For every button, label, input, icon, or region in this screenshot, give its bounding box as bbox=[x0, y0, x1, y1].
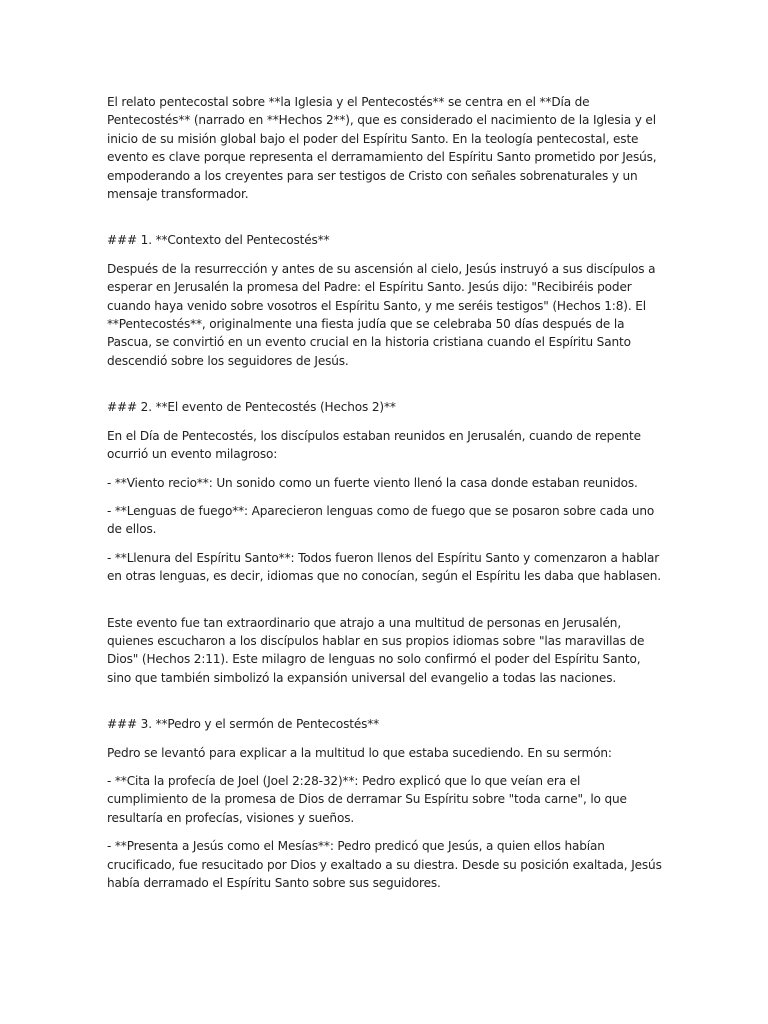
section-2-heading: ### 2. **El evento de Pentecostés (Hechos 2)** bbox=[107, 400, 396, 415]
document-page bbox=[107, 93, 663, 892]
intro-paragraph: El relato pentecostal sobre **la Iglesia y el Pentecostés** se centra en el **Día de Pentecostés** (narrado en **Hechos 2**), que es considerado el nacimiento de la Iglesia y el inicio de su misión global bajo el poder del Espíritu Santo. En la teología pentecostal, este evento es clave porque representa el derramamiento del Espíritu Santo prometido por Jesús, empoderando a los creyentes para ser testigos de Cristo con señales sobrenaturales y un mensaje transformador. bbox=[107, 95, 657, 202]
section-3-intro: Pedro se levantó para explicar a la multitud lo que estaba sucediendo. En su sermón: bbox=[107, 745, 612, 760]
section-2-intro: En el Día de Pentecostés, los discípulos estaban reunidos en Jerusalén, cuando de repente ocurrió un evento milagroso: bbox=[107, 428, 641, 462]
list-item-mesias: - **Presenta a Jesús como el Mesías**: Pedro predicó que Jesús, a quien ellos habían crucificado, fue resucitado por Dios y exaltado a su diestra. Desde su posición exaltada, Jesús había derramado el Espíritu Santo sobre sus seguidores. bbox=[107, 839, 662, 890]
list-item-joel: - **Cita la profecía de Joel (Joel 2:28-32)**: Pedro explicó que lo que veían era el cumplimiento de la promesa de Dios de derramar Su Espíritu sobre "toda carne", lo que resultaría en profecías, visiones y sueños. bbox=[107, 773, 627, 825]
section-3-heading: ### 3. **Pedro y el sermón de Pentecostés** bbox=[107, 717, 380, 732]
list-item-llenura: - **Llenura del Espíritu Santo**: Todos fueron llenos del Espíritu Santo y comenzaron a hablar en otras lenguas, es decir, idiomas que no conocían, según el Espíritu les daba que hablasen. bbox=[107, 550, 661, 584]
section-1-heading: ### 1. **Contexto del Pentecostés** bbox=[107, 233, 330, 248]
list-item-viento: - **Viento recio**: Un sonido como un fuerte viento llenó la casa donde estaban reunidos. bbox=[107, 475, 638, 490]
section-1-paragraph: Después de la resurrección y antes de su ascensión al cielo, Jesús instruyó a sus discípulos a esperar en Jerusalén la promesa del Padre: el Espíritu Santo. Jesús dijo: "Recibiréis poder cuando haya venido sobre vosotros el Espíritu Santo, y me seréis testigos" (Hechos 1:8). El **Pentecostés**, originalmente una fiesta judía que se celebraba 50 días después de la Pascua, se convirtió en un evento crucial en la historia cristiana cuando el Espíritu Santo descendió sobre los seguidores de Jesús. bbox=[107, 261, 656, 368]
list-item-lenguas: - **Lenguas de fuego**: Aparecieron lenguas como de fuego que se posaron sobre cada uno de ellos. bbox=[107, 503, 655, 537]
section-2-outro: Este evento fue tan extraordinario que atrajo a una multitud de personas en Jerusalén, quienes escucharon a los discípulos hablar en sus propios idiomas sobre "las maravillas de Dios" (Hechos 2:11). Este milagro de lenguas no solo confirmó el poder del Espíritu Santo, sino que también simbolizó la expansión universal del evangelio a todas las naciones. bbox=[107, 615, 645, 685]
